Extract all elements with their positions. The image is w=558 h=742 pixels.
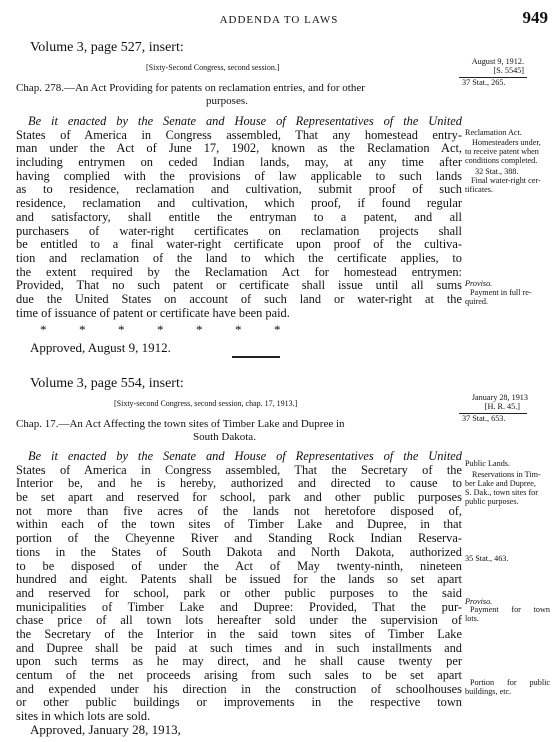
margin-note: Portion for public: [470, 678, 550, 687]
chapter-title-2-cont: South Dakota.: [193, 431, 256, 443]
session-note-1: [Sixty-Second Congress, second session.]: [146, 63, 280, 72]
chapter-title-1: Chap. 278.—An Act Providing for patents on reclamation entries, and for other: [16, 82, 365, 94]
margin-date-1: August 9, 1912.: [471, 57, 524, 66]
body-line: the extent required by the Reclamation Act for homestead entrymen:: [16, 265, 462, 279]
margin-proviso-2: Proviso.: [465, 597, 493, 606]
body-line: as to residence, reclamation and cultivation, submit proof of such: [16, 183, 462, 197]
margin-note-reclamation: Reclamation Act.: [465, 128, 522, 137]
body-line: sites in which lots are sold.: [16, 710, 151, 724]
margin-note: 32 Stat., 388.: [475, 167, 519, 176]
body-line: municipalities of Timber Lake and Dupree: Provided, That the pur-: [16, 600, 462, 614]
body-line: Interior be, and he is hereby, authorized and directed to cause to: [16, 477, 462, 491]
approved-line-2: Approved, January 28, 1913,: [30, 722, 181, 737]
margin-note-public-lands: Public Lands.: [465, 459, 511, 468]
body-line: and Dupree shall be paid at such times and in such installments and: [16, 641, 462, 655]
margin-note: Homesteaders under,: [472, 138, 541, 147]
body-line: upon such terms as he may direct, and he shall cause twenty per: [16, 655, 462, 669]
body-line: man under the Act of June 17, 1902, known as the Reclamation Act,: [16, 142, 462, 156]
margin-note: to receive patent when: [465, 147, 539, 156]
chapter-title-1-cont: purposes.: [206, 95, 248, 107]
section-divider: [232, 356, 280, 358]
body-line: tion and reclamation of the land to which the certificate applies, to: [16, 251, 462, 265]
body-line: Provided, That no such patent or certificate shall issue until all sums: [16, 279, 462, 293]
approved-line-1: Approved, August 9, 1912.: [30, 340, 171, 355]
body-line: and expended under his direction in the construction of schoolhouses: [16, 682, 462, 696]
body-line: States of America in Congress assembled, That any homestead entry-: [16, 128, 462, 142]
body-line: centum of the net proceeds arising from such sales to be set apart: [16, 669, 462, 682]
margin-note: lots.: [465, 614, 479, 623]
body-line: time of issuance of patent or certificate have been paid.: [16, 306, 290, 320]
body-line: residence, reclamation and cultivation, which proof, if found regular: [16, 197, 462, 211]
margin-note: buildings, etc.: [465, 687, 512, 696]
margin-bill-2: [H. R. 45.]: [484, 402, 520, 411]
margin-stat-1: 37 Stat., 265.: [462, 78, 506, 87]
body-line: purchasers of water-right certificates on reclamation projects shall: [16, 224, 462, 238]
session-note-2: [Sixty-second Congress, second session, chap. 17, 1913.]: [114, 399, 298, 408]
act-body-1: [16, 115, 462, 320]
margin-note: public purposes.: [465, 497, 519, 506]
body-line: or other public buildings or improvements in the respective town: [16, 696, 462, 710]
enacting-clause: Be it enacted by the Senate and House of Representatives of the United: [28, 115, 462, 128]
margin-note: Payment in full re-: [470, 288, 532, 297]
body-line: within each of the town sites of Timber Lake and Dupree, in that: [16, 518, 462, 532]
margin-note: ber Lake and Dupree,: [465, 479, 536, 488]
margin-note: quired.: [465, 297, 488, 306]
body-line: portion of the Cheyenne River and Standing Rock Indian Reserva-: [16, 532, 462, 546]
body-line: not more than five acres of the lands not heretofore disposed of,: [16, 504, 462, 518]
omission-stars: * * * * * * *: [40, 322, 281, 337]
body-line: chase price of all town lots hereafter sold under the supervision of: [16, 614, 462, 628]
body-line: tions in the States of South Dakota and North Dakota, authorized: [16, 545, 462, 559]
margin-stat-2: 37 Stat., 653.: [462, 414, 506, 423]
body-line: States of America in Congress assembled, That the Secretary of the: [16, 463, 462, 477]
margin-note: Final water-right cer-: [471, 176, 541, 185]
margin-note: S. Dak., town sites for: [465, 488, 538, 497]
body-line: and reserved for school, park or other public purposes to the said: [16, 586, 462, 600]
margin-note: conditions completed.: [465, 156, 538, 165]
body-line: having complied with the provisions of law applicable to such lands: [16, 169, 462, 183]
body-line: including entrymen on ceded Indian lands, may, at any time after: [16, 156, 462, 170]
volume-heading-1: Volume 3, page 527, insert:: [30, 40, 184, 55]
body-line: the Secretary of the Interior in the said town sites of Timber Lake: [16, 627, 462, 641]
margin-note: Payment for town: [470, 605, 550, 614]
body-line: and satisfactory, shall entitle the entryman to a patent, and all: [16, 210, 462, 224]
body-line: be set apart and reserved for school, park and other public purposes: [16, 491, 462, 505]
body-line: due the United States on account of such land or water-right at the: [16, 292, 462, 306]
margin-note: tificates.: [465, 185, 493, 194]
margin-stat-463: 35 Stat., 463.: [465, 554, 509, 563]
body-line: to be disposed of under the Act of May twenty-ninth, nineteen: [16, 559, 462, 573]
act-body-2: [16, 450, 462, 724]
body-line: be entitled to a final water-right certificate upon proof of the cultiva-: [16, 238, 462, 252]
margin-bill-1: [S. 5545]: [493, 66, 524, 75]
volume-heading-2: Volume 3, page 554, insert:: [30, 376, 184, 391]
margin-date-2: January 28, 1913: [471, 393, 528, 402]
chapter-title-2: Chap. 17.—An Act Affecting the town sites of Timber Lake and Dupree in: [16, 418, 345, 430]
running-header: ADDENDA TO LAWS: [219, 14, 339, 26]
margin-proviso-1: Proviso.: [465, 279, 493, 288]
enacting-clause: Be it enacted by the Senate and House of Representatives of the United: [28, 450, 462, 463]
page-number: 949: [522, 8, 548, 27]
body-line: hundred and eight. Patents shall be issued for the lands so set apart: [16, 573, 462, 587]
margin-note: Reservations in Tim-: [472, 470, 541, 479]
